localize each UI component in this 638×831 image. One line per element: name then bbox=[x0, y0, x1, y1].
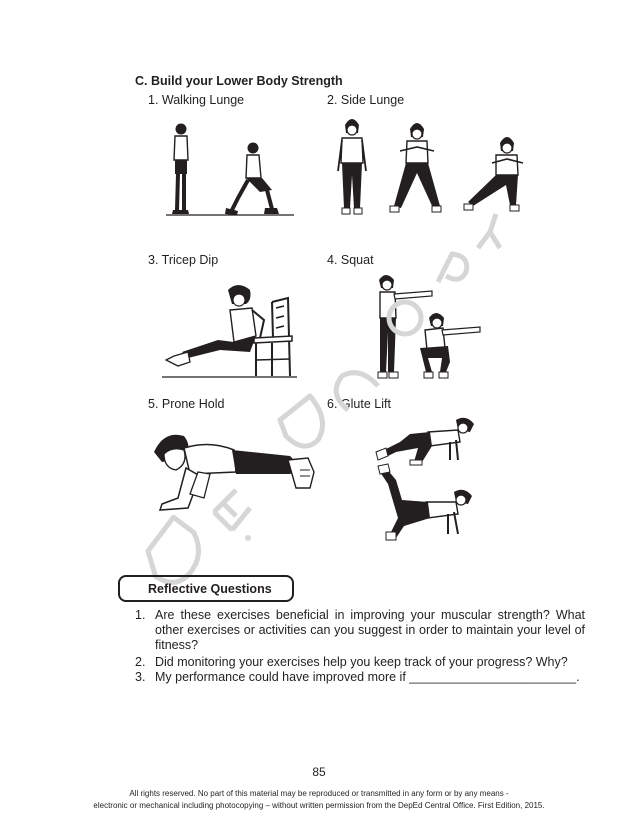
squat-illustration bbox=[370, 272, 485, 384]
prone-hold-illustration bbox=[150, 428, 320, 520]
exercise-label-tricep-dip: 3. Tricep Dip bbox=[148, 253, 219, 267]
exercise-label-squat: 4. Squat bbox=[327, 253, 374, 267]
question-text: Are these exercises beneficial in improving your muscular strength? What other exercises or activities can you suggest in order to maintain your level of fitness? bbox=[155, 608, 585, 652]
question-text: Did monitoring your exercises help you keep track of your progress? Why? bbox=[155, 655, 568, 669]
exercise-label-walking-lunge: 1. Walking Lunge bbox=[148, 93, 245, 107]
question-number: 1. bbox=[135, 608, 146, 622]
exercise-label-glute-lift: 6. Glute Lift bbox=[327, 397, 391, 411]
question-1 bbox=[135, 608, 585, 652]
reflective-questions-title: Reflective Questions bbox=[148, 582, 272, 596]
question-number: 3. bbox=[135, 670, 146, 684]
exercise-label-side-lunge: 2. Side Lunge bbox=[327, 93, 405, 107]
question-text: My performance could have improved more if ________________________. bbox=[155, 670, 580, 684]
footer-line-2: electronic or mechanical including photocopying – without written permission from the DepEd Central Office. First Edition, 2015. bbox=[93, 801, 545, 810]
footer-line-1: All rights reserved. No part of this material may be reproduced or transmitted in any form or by any means - bbox=[129, 789, 509, 798]
page-number: 85 bbox=[312, 765, 326, 779]
glute-lift-illustration bbox=[374, 414, 484, 544]
question-number: 2. bbox=[135, 655, 146, 669]
question-2 bbox=[135, 655, 568, 670]
walking-lunge-illustration bbox=[160, 118, 300, 220]
exercise-label-prone-hold: 5. Prone Hold bbox=[148, 397, 225, 411]
tricep-dip-illustration bbox=[160, 280, 300, 380]
side-lunge-illustration bbox=[328, 113, 528, 221]
section-title: C. Build your Lower Body Strength bbox=[135, 74, 343, 88]
question-3 bbox=[135, 670, 580, 685]
